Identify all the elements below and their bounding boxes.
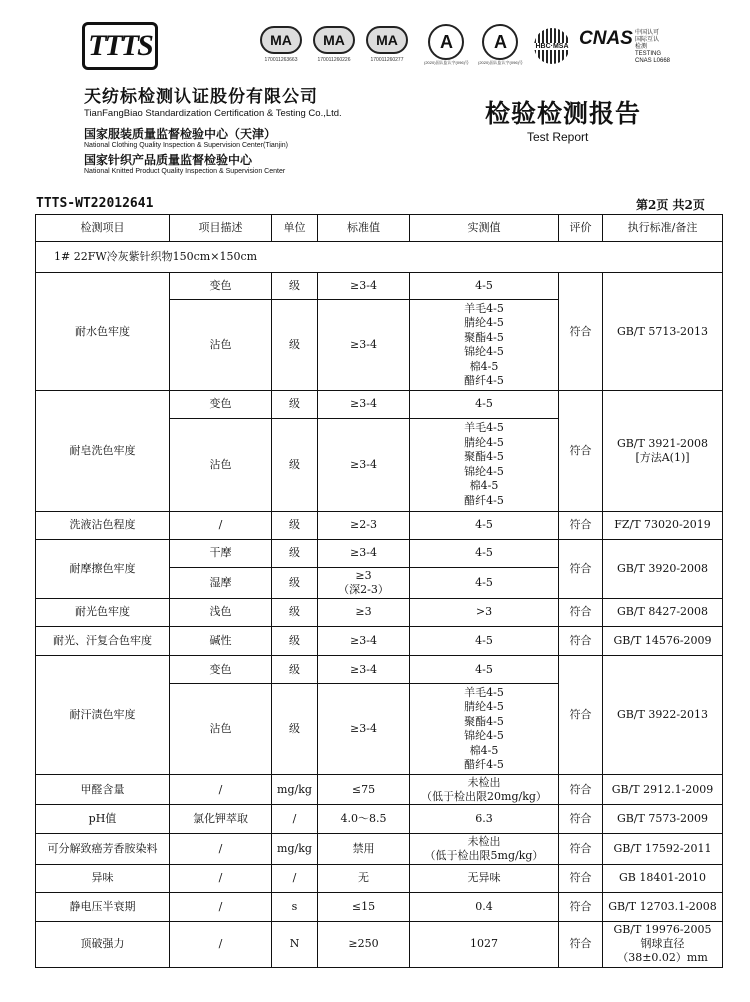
table-row: 沾色 级 ≥3-4 羊毛4-5 腈纶4-5 聚酯4-5 锦纶4-5 棉4-5 醋纤4-5 [36,684,723,775]
col-measured: 实测值 [410,215,559,242]
col-standard: 标准值 [318,215,410,242]
cal-caption: (2020)国认监认字(096)号 [424,60,469,65]
company-name-cn: 天纺标检测认证股份有限公司 [84,87,318,106]
composition-list: 羊毛4-5 腈纶4-5 聚酯4-5 锦纶4-5 棉4-5 醋纤4-5 [410,418,559,511]
composition-list: 羊毛4-5 腈纶4-5 聚酯4-5 锦纶4-5 棉4-5 醋纤4-5 [410,684,559,775]
table-row: 耐汗渍色牢度 变色 级 ≥3-4 4-5 符合 GB/T 3922-2013 [36,656,723,684]
hbc-msa-logo: HBC·MSA [534,28,570,64]
report-title: 检验检测报告 [485,99,642,128]
page-indicator: 第2页 共2页 [636,198,705,212]
table-row: 耐皂洗色牢度 变色 级 ≥3-4 4-5 符合 GB/T 3921-2008 [方法A(1)] [36,391,723,418]
center2-cn: 国家针织产品质量监督检验中心 [84,153,253,167]
ma-number: 170011263663 [264,57,298,63]
table-row: 顶破强力 / N ≥250 1027 符合 GB/T 19976-2005 钢球直径 （38±0.02）mm [36,921,723,967]
col-desc: 项目描述 [170,215,272,242]
cal-mark-icon: A [428,24,464,60]
table-header [36,215,723,242]
col-unit: 单位 [272,215,318,242]
table-row: 耐光色牢度 浅色 级 ≥3 >3 符合 GB/T 8427-2008 [36,598,723,626]
col-eval: 评价 [559,215,603,242]
table-row: 异味 / / 无 无异味 符合 GB 18401-2010 [36,864,723,892]
col-std-note: 执行标准/备注 [603,215,723,242]
ttts-logo: TTTS [82,22,158,70]
center2-en: National Knitted Product Quality Inspection & Supervision Center [84,168,286,175]
composition-list: 羊毛4-5 腈纶4-5 聚酯4-5 锦纶4-5 棉4-5 醋纤4-5 [410,300,559,391]
table-row: pH值 氯化钾萃取 / 4.0～8.5 6.3 符合 GB/T 7573-2009 [36,805,723,833]
cnas-logo: CNAS [579,28,633,49]
table-row: 湿摩 级 ≥3 （深2-3） 4-5 [36,567,723,598]
cnas-caption: 中国认可 国际互认 检测 TESTING CNAS L0668 [635,30,671,64]
table-row: 静电压半衰期 / s ≤15 0.4 符合 GB/T 12703.1-2008 [36,892,723,921]
center1-en: National Clothing Quality Inspection & Supervision Center(Tianjin) [84,142,289,149]
table-row: 洗液沾色程度 / 级 ≥2-3 4-5 符合 FZ/T 73020-2019 [36,511,723,539]
ma-number: 170011260277 [370,57,404,63]
table-row: 可分解致癌芳香胺染料 / mg/kg 禁用 未检出 （低于检出限5mg/kg） 符合 GB/T 17592-2011 [36,833,723,864]
ma-mark-icon: MA [366,26,408,54]
table-row: 耐光、汗复合色牢度 碱性 级 ≥3-4 4-5 符合 GB/T 14576-2009 [36,627,723,656]
cal-cert-2 [478,24,523,66]
table-row: 甲醛含量 / mg/kg ≤75 未检出 （低于检出限20mg/kg） 符合 GB/T 2912.1-2009 [36,775,723,805]
results-table [35,214,723,968]
table-row: 沾色 级 ≥3-4 羊毛4-5 腈纶4-5 聚酯4-5 锦纶4-5 棉4-5 醋纤4-5 [36,418,723,511]
ma-mark-icon: MA [260,26,302,54]
ma-cert-3 [366,26,408,63]
table-row: 耐水色牢度 变色 级 ≥3-4 4-5 符合 GB/T 5713-2013 [36,273,723,300]
ma-cert-2 [313,26,355,63]
ma-number: 170011260226 [317,57,351,63]
report-number: TTTS-WT22012641 [36,196,154,211]
sample-row: 1# 22FW冷灰紫针织物150cm×150cm [36,242,723,273]
ma-mark-icon: MA [313,26,355,54]
center1-cn: 国家服装质量监督检验中心（天津） [84,127,277,141]
cal-caption: (2020)国认监认字(096)号 [478,60,523,65]
company-name-en: TianFangBiao Standardization Certification & Testing Co.,Ltd. [84,108,342,119]
report-subtitle: Test Report [527,130,589,144]
ma-cert-1 [260,26,302,63]
cal-cert-1 [424,24,469,66]
table-row: 沾色 级 ≥3-4 羊毛4-5 腈纶4-5 聚酯4-5 锦纶4-5 棉4-5 醋纤4-5 [36,300,723,391]
company-block [84,82,342,175]
col-item: 检测项目 [36,215,170,242]
cal-mark-icon: A [482,24,518,60]
table-row: 耐摩擦色牢度 干摩 级 ≥3-4 4-5 符合 GB/T 3920-2008 [36,539,723,567]
